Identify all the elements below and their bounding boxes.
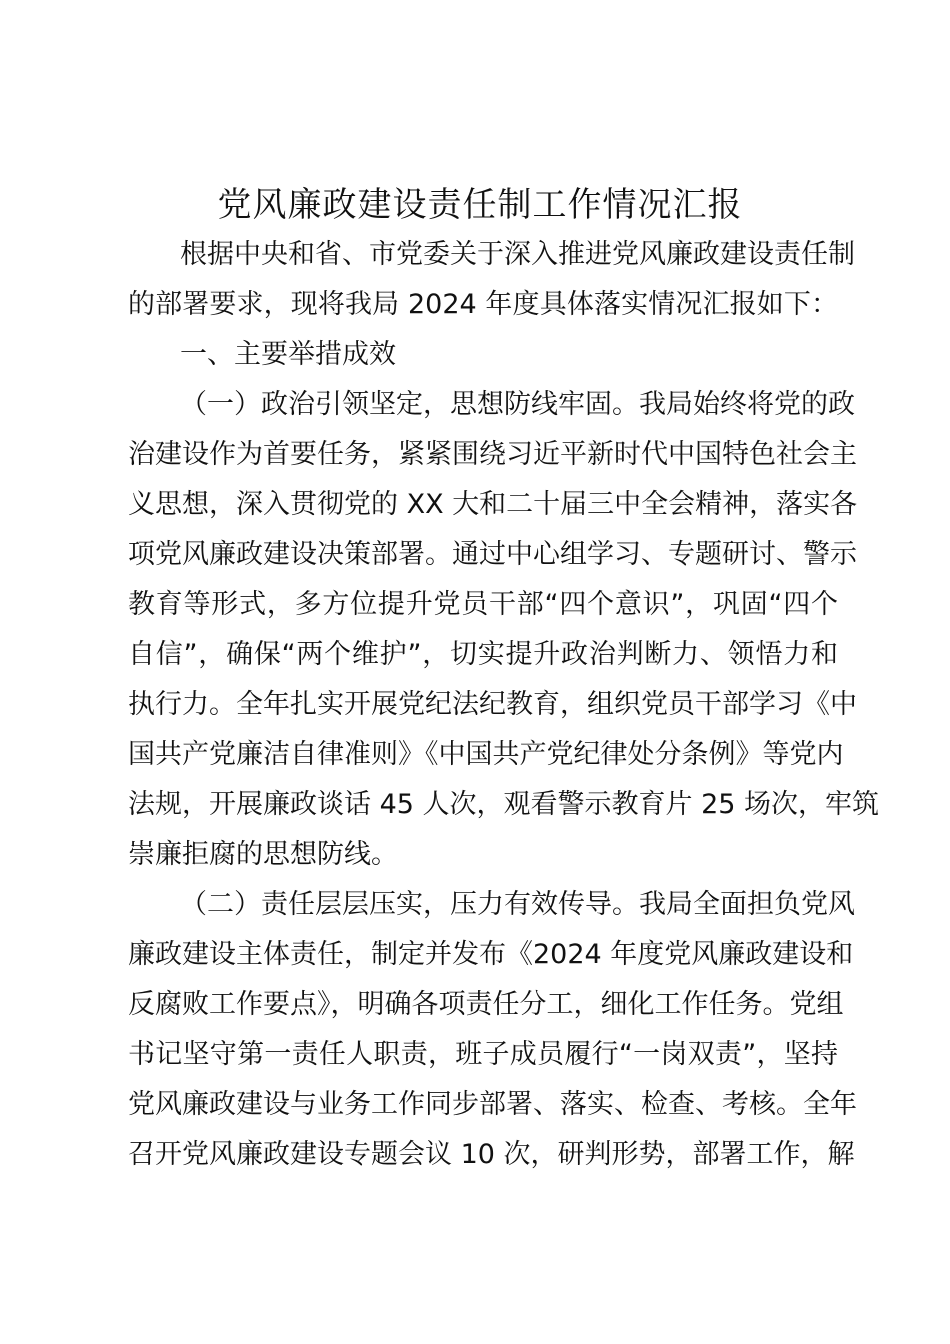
paragraph-line: 党风廉政建设与业务工作同步部署、落实、检查、考核。全年 bbox=[128, 1089, 857, 1120]
document-title: 党风廉政建设责任制工作情况汇报 bbox=[217, 185, 743, 225]
document-body bbox=[128, 230, 880, 1180]
paragraph-line: 根据中央和省、市党委关于深入推进党风廉政建设责任制 bbox=[180, 239, 855, 270]
paragraph-line: 召开党风廉政建设专题会议 10 次，研判形势，部署工作，解 bbox=[128, 1139, 855, 1170]
paragraph-line: 国共产党廉洁自律准则》《中国共产党纪律处分条例》等党内 bbox=[128, 739, 844, 770]
paragraph-line: 廉政建设主体责任，制定并发布《2024 年度党风廉政建设和 bbox=[128, 939, 854, 970]
paragraph-line: 项党风廉政建设决策部署。通过中心组学习、专题研讨、警示 bbox=[128, 539, 857, 570]
paragraph-line: 崇廉拒腐的思想防线。 bbox=[128, 839, 398, 870]
paragraph-line: 义思想，深入贯彻党的 XX 大和二十届三中全会精神，落实各 bbox=[128, 489, 858, 520]
paragraph-line: 执行力。全年扎实开展党纪法纪教育，组织党员干部学习《中 bbox=[128, 689, 857, 720]
paragraph-line: 治建设作为首要任务，紧紧围绕习近平新时代中国特色社会主 bbox=[128, 439, 857, 470]
paragraph-line: 书记坚守第一责任人职责，班子成员履行“一岗双责”，坚持 bbox=[128, 1039, 838, 1070]
paragraph-line: （一）政治引领坚定，思想防线牢固。我局始终将党的政 bbox=[180, 389, 855, 420]
paragraph-line: 自信”，确保“两个维护”，切实提升政治判断力、领悟力和 bbox=[128, 639, 838, 670]
paragraph-line: （二）责任层层压实，压力有效传导。我局全面担负党风 bbox=[180, 889, 855, 920]
paragraph-line: 法规，开展廉政谈话 45 人次，观看警示教育片 25 场次，牢筑 bbox=[128, 789, 880, 820]
paragraph-line: 教育等形式，多方位提升党员干部“四个意识”，巩固“四个 bbox=[128, 589, 838, 620]
section-heading: 一、主要举措成效 bbox=[180, 339, 396, 370]
paragraph-line: 的部署要求，现将我局 2024 年度具体落实情况汇报如下： bbox=[128, 289, 838, 320]
paragraph-line: 反腐败工作要点》，明确各项责任分工，细化工作任务。党组 bbox=[128, 989, 844, 1020]
